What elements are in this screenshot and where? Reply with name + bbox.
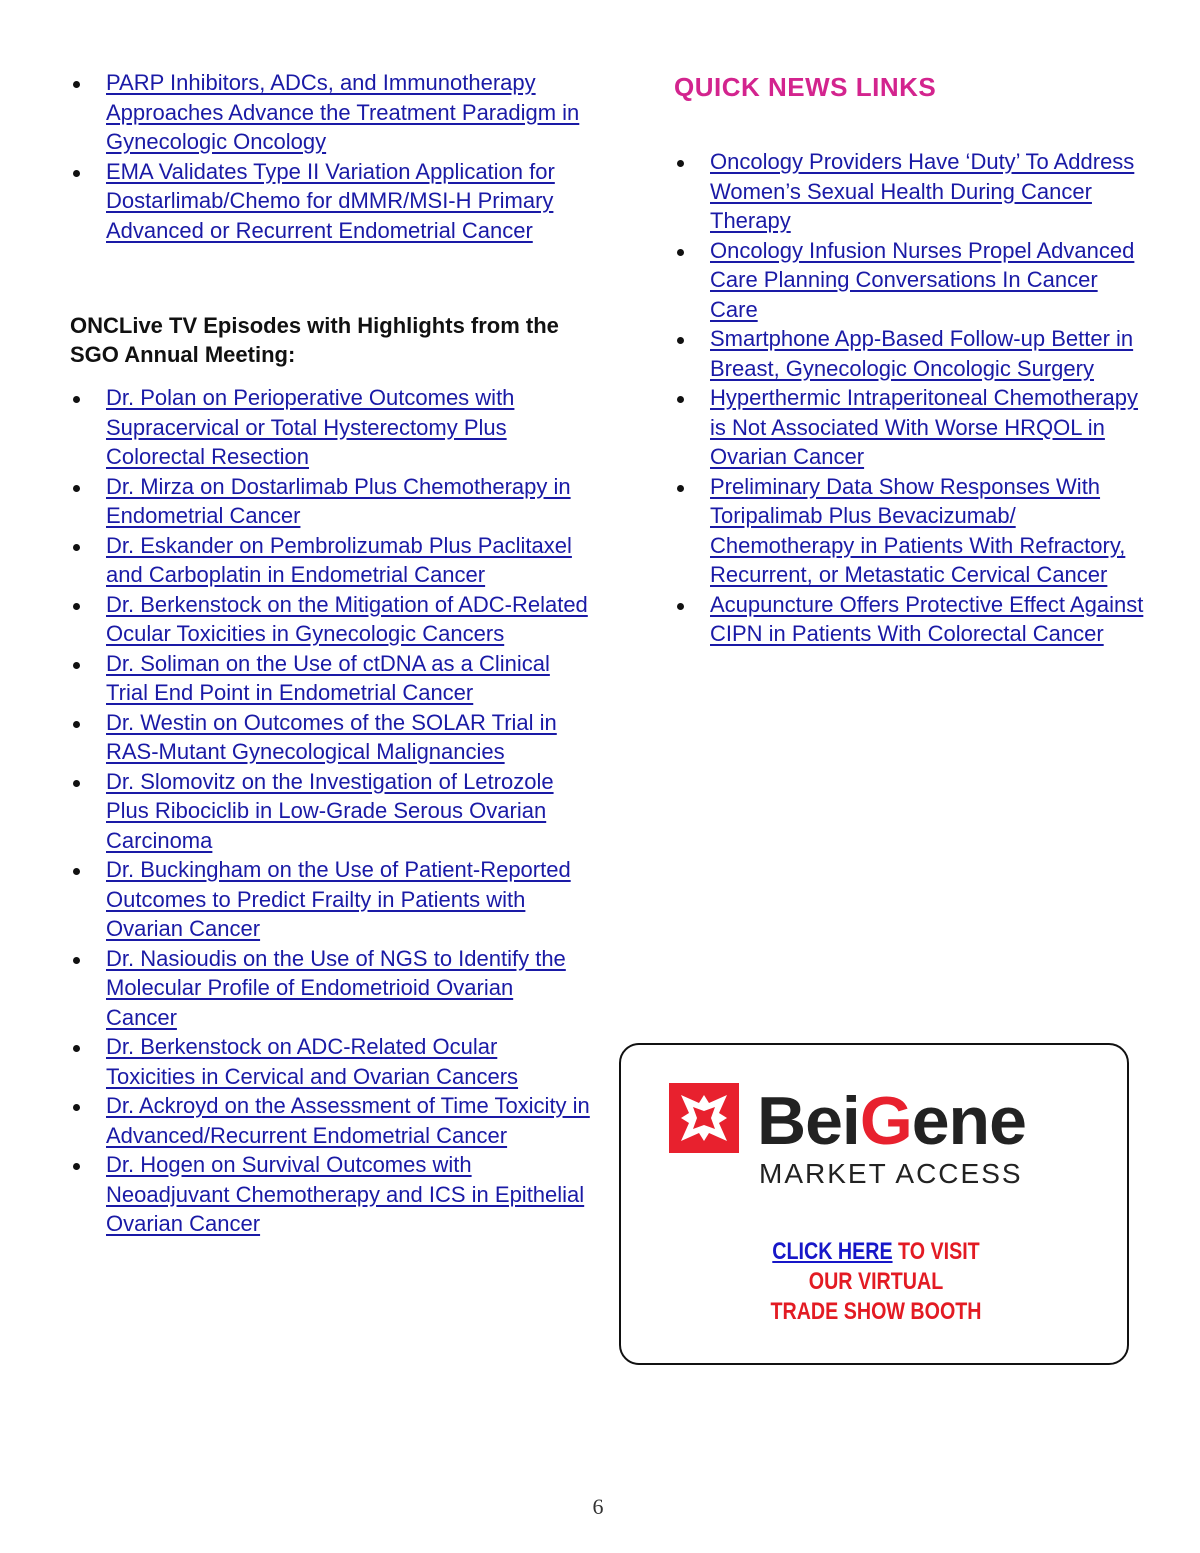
- click-here-link[interactable]: CLICK HERE: [772, 1238, 893, 1265]
- beigene-ad-banner[interactable]: [619, 1043, 1129, 1365]
- list-item: [70, 767, 590, 856]
- bullet-icon: [73, 721, 80, 728]
- list-item: [70, 649, 590, 708]
- bullet-icon: [73, 780, 80, 787]
- cta-text: TRADE SHOW BOOTH: [770, 1298, 982, 1325]
- list-item: [674, 472, 1144, 590]
- cta-text: TO VISIT: [892, 1238, 980, 1265]
- list-item: [70, 157, 590, 246]
- tv-episode-list: [70, 383, 590, 1239]
- list-item: [70, 1150, 590, 1239]
- episode-link[interactable]: Dr. Berkenstock on ADC-Related Ocular Toxicities in Cervical and Ovarian Cancers: [106, 1034, 519, 1089]
- bullet-icon: [677, 337, 684, 344]
- list-item: [674, 324, 1144, 383]
- list-item: [674, 383, 1144, 472]
- list-item: [70, 68, 590, 157]
- top-article-list: [70, 68, 590, 245]
- news-link[interactable]: Oncology Providers Have ‘Duty’ To Address Women’s Sexual Health During Cancer Therapy: [710, 149, 1135, 233]
- cta-text: OUR VIRTUAL: [808, 1268, 944, 1295]
- bullet-icon: [73, 1045, 80, 1052]
- left-column: [70, 68, 590, 1239]
- episode-link[interactable]: Dr. Ackroyd on the Assessment of Time Toxicity in Advanced/Recurrent Endometrial Cancer: [106, 1093, 590, 1148]
- news-link[interactable]: Hyperthermic Intraperitoneal Chemotherapy is Not Associated With Worse HRQOL in Ovarian Cancer: [710, 385, 1138, 469]
- list-item: [70, 708, 590, 767]
- news-link[interactable]: Smartphone App-Based Follow-up Better in Breast, Gynecologic Oncologic Surgery: [710, 326, 1134, 381]
- episode-link[interactable]: Dr. Berkenstock on the Mitigation of ADC-Related Ocular Toxicities in Gynecologic Cancers: [106, 591, 588, 646]
- list-item: [70, 855, 590, 944]
- quick-news-list: [674, 147, 1144, 649]
- episode-link[interactable]: Dr. Mirza on Dostarlimab Plus Chemotherapy in Endometrial Cancer: [106, 473, 571, 528]
- bullet-icon: [73, 868, 80, 875]
- bullet-icon: [73, 485, 80, 492]
- beigene-logo-icon: [669, 1083, 739, 1153]
- list-item: [70, 944, 590, 1033]
- episode-link[interactable]: Dr. Polan on Perioperative Outcomes with Supracervical or Total Hysterectomy Plus Colorectal Resection: [106, 385, 515, 469]
- episode-link[interactable]: Dr. Nasioudis on the Use of NGS to Identify the Molecular Profile of Endometrioid Ovarian Cancer: [106, 945, 566, 1030]
- brand-part: Bei: [757, 1083, 860, 1159]
- brand-accent-letter: G: [859, 1083, 912, 1159]
- episode-link[interactable]: Dr. Hogen on Survival Outcomes with Neoadjuvant Chemotherapy and ICS in Epithelial Ovarian Cancer: [106, 1152, 585, 1236]
- news-link[interactable]: Preliminary Data Show Responses With Toripalimab Plus Bevacizumab/ Chemotherapy in Patients With Refractory, Recurrent, or Metastatic Cervical Cancer: [710, 473, 1126, 587]
- list-item: [674, 147, 1144, 236]
- list-item: [70, 1032, 590, 1091]
- bullet-icon: [73, 1163, 80, 1170]
- list-item: [674, 236, 1144, 325]
- episode-link[interactable]: Dr. Soliman on the Use of ctDNA as a Clinical Trial End Point in Endometrial Cancer: [106, 650, 550, 705]
- bullet-icon: [73, 603, 80, 610]
- bullet-icon: [677, 603, 684, 610]
- episode-link[interactable]: Dr. Eskander on Pembrolizumab Plus Paclitaxel and Carboplatin in Endometrial Cancer: [106, 532, 572, 587]
- bullet-icon: [677, 249, 684, 256]
- article-link[interactable]: PARP Inhibitors, ADCs, and Immunotherapy Approaches Advance the Treatment Paradigm in Gynecologic Oncology: [106, 70, 580, 154]
- right-column: [674, 68, 1144, 649]
- episode-link[interactable]: Dr. Buckingham on the Use of Patient-Reported Outcomes to Predict Frailty in Patients with Ovarian Cancer: [106, 857, 571, 941]
- list-item: [674, 590, 1144, 649]
- brand-subtitle: MARKET ACCESS: [759, 1158, 1023, 1189]
- bullet-icon: [73, 957, 80, 964]
- bullet-icon: [677, 160, 684, 167]
- article-link[interactable]: EMA Validates Type II Variation Application for Dostarlimab/Chemo for dMMR/MSI-H Primary Advanced or Recurrent Endometrial Cancer: [106, 158, 555, 243]
- brand-wordmark: [757, 1081, 1026, 1161]
- episode-link[interactable]: Dr. Westin on Outcomes of the SOLAR Trial in RAS-Mutant Gynecological Malignancies: [106, 709, 557, 764]
- bullet-icon: [73, 396, 80, 403]
- news-link[interactable]: Oncology Infusion Nurses Propel Advanced Care Planning Conversations In Cancer Care: [710, 237, 1135, 322]
- ad-call-to-action: [667, 1237, 1085, 1327]
- list-item: [70, 531, 590, 590]
- quick-news-title: QUICK NEWS LINKS: [674, 72, 937, 102]
- bullet-icon: [73, 81, 80, 88]
- bullet-icon: [677, 485, 684, 492]
- brand-part: ene: [911, 1083, 1026, 1159]
- list-item: [70, 1091, 590, 1150]
- bullet-icon: [73, 544, 80, 551]
- episode-link[interactable]: Dr. Slomovitz on the Investigation of Letrozole Plus Ribociclib in Low-Grade Serous Ovarian Carcinoma: [106, 768, 554, 853]
- news-link[interactable]: Acupuncture Offers Protective Effect Against CIPN in Patients With Colorectal Cancer: [710, 591, 1144, 646]
- list-item: [70, 472, 590, 531]
- list-item: [70, 590, 590, 649]
- bullet-icon: [73, 1104, 80, 1111]
- bullet-icon: [73, 662, 80, 669]
- list-item: [70, 383, 590, 472]
- page-number: 6: [592, 1494, 604, 1519]
- bullet-icon: [677, 396, 684, 403]
- tv-section-heading: ONCLive TV Episodes with Highlights from the SGO Annual Meeting:: [70, 313, 559, 367]
- bullet-icon: [73, 170, 80, 177]
